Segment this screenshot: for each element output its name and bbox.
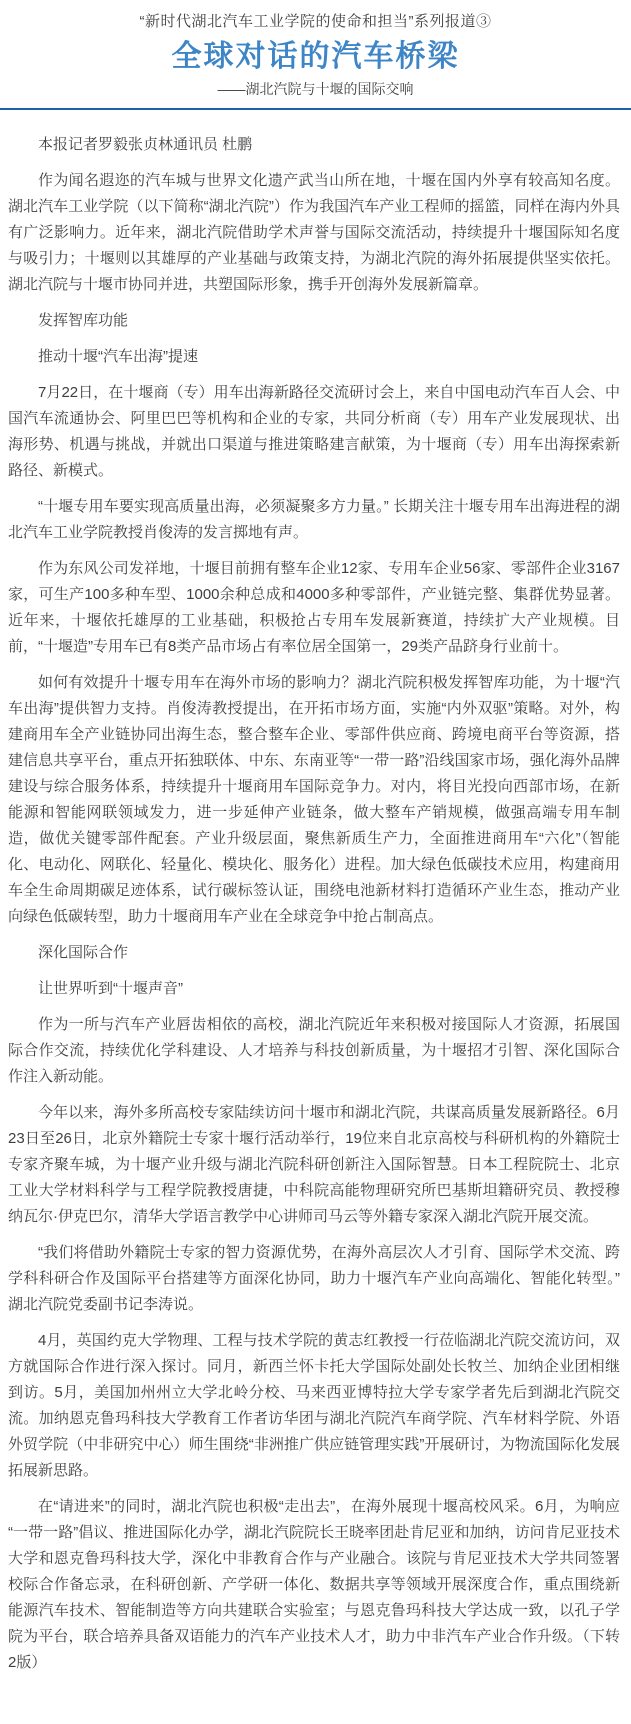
article-paragraph: 作为东风公司发祥地，十堰目前拥有整车企业12家、专用车企业56家、零部件企业3167家，可生产100多种车型、1000余种总成和4000多种零部件，产业链完整、集群优势显著。近年来，十堰依托雄厚的工业基础，积极抢占专用车发展新赛道，持续扩大产业规模。目前，“十堰造”专用车已有8类产品市场占有率位居全国第一，29类产品跻身行业前十。 — [8, 560, 620, 655]
article-paragraph: 7月22日，在十堰商（专）用车出海新路径交流研讨会上，来自中国电动汽车百人会、中国汽车流通协会、阿里巴巴等机构和企业的专家，共同分析商（专）用车产业发展现状、出海形势、机遇与挑战，并就出口渠道与推进策略建言献策，为十堰商（专）用车出海探索新路径、新模式。 — [8, 384, 620, 479]
article-paragraph: “十堰专用车要实现高质量出海，必须凝聚多方力量。” 长期关注十堰专用车出海进程的湖北汽车工业学院教授肖俊涛的发言掷地有声。 — [8, 498, 620, 541]
article-paragraph: “我们将借助外籍院士专家的智力资源优势，在海外高层次人才引育、国际学术交流、跨学科科研合作及国际平台搭建等方面深化协同，助力十堰汽车产业向高端化、智能化转型。” 湖北汽院党委副书记李涛说。 — [8, 1244, 620, 1313]
section-heading: 深化国际合作 — [38, 944, 129, 961]
article-blocks — [8, 168, 620, 1676]
section-heading: 发挥智库功能 — [38, 312, 129, 329]
article-paragraph: 作为一所与汽车产业唇齿相依的高校，湖北汽院近年来积极对接国际人才资源，拓展国际合作交流，持续优化学科建设、人才培养与科技创新质量，为十堰招才引智、深化国际合作注入新动能。 — [8, 1016, 620, 1085]
article-body — [0, 110, 631, 1708]
article-header — [0, 0, 631, 110]
article-paragraph: 4月，英国约克大学物理、工程与技术学院的黄志红教授一行莅临湖北汽院交流访问，双方就国际合作进行深入探讨。同月，新西兰怀卡托大学国际处副处长牧兰、加纳企业团相继到访。5月，美国加州州立大学北岭分校、马来西亚博特拉大学专家学者先后到湖北汽院交流。加纳恩克鲁玛科技大学教育工作者访华团与湖北汽院汽车商学院、汽车材料学院、外语外贸学院（中非研究中心）师生围绕“非洲推广供应链管理实践”开展研讨，为物流国际化发展拓展新思路。 — [8, 1332, 620, 1479]
article-paragraph: 今年以来，海外多所高校专家陆续访问十堰市和湖北汽院，共谋高质量发展新路径。6月23日至26日，北京外籍院士专家十堰行活动举行，19位来自北京高校与科研机构的外籍院士专家齐聚车城，为十堰产业升级与湖北汽院科研创新注入国际智慧。日本工程院院士、北京工业大学材料科学与工程学院教授唐捷，中科院高能物理研究所巴基斯坦籍研究员、教授穆纳瓦尔·伊克巴尔，清华大学语言教学中心讲师司马云等外籍专家深入湖北汽院开展交流。 — [8, 1104, 620, 1225]
section-heading: 推动十堰“汽车出海”提速 — [38, 348, 198, 365]
series-label: “新时代湖北汽车工业学院的使命和担当”系列报道③ — [139, 13, 492, 30]
article-paragraph: 如何有效提升十堰专用车在海外市场的影响力？湖北汽院积极发挥智库功能，为十堰“汽车出海”提供智力支持。肖俊涛教授提出，在开拓市场方面，实施“内外双驱”策略。对外，构建商用车全产业链协同出海生态，整合整车企业、零部件供应商、跨境电商平台等资源，搭建信息共享平台，重点开拓独联体、中东、东南亚等“一带一路”沿线国家市场，强化海外品牌建设与综合服务体系，持续提升十堰商用车国际竞争力。对内，将目光投向西部市场，在新能源和智能网联领域发力，进一步延伸产业链条，做大整车产销规模，做强高端专用车制造，做优关键零部件配套。产业升级层面，聚焦新质生产力，全面推进商用车“六化”（智能化、电动化、网联化、轻量化、模块化、服务化）进程。加大绿色低碳技术应用，构建商用车全生命周期碳足迹体系，试行碳标签认证，围绕电池新材料打造循环产业生态，推动产业向绿色低碳转型，助力十堰商用车产业在全球竞争中抢占制高点。 — [8, 674, 620, 925]
article-paragraph: 作为闻名遐迩的汽车城与世界文化遗产武当山所在地，十堰在国内外享有较高知名度。湖北汽车工业学院（以下简称“湖北汽院”）作为我国汽车产业工程师的摇篮，同样在海内外具有广泛影响力。近年来，湖北汽院借助学术声誉与国际交流活动，持续提升十堰国际知名度与吸引力；十堰则以其雄厚的产业基础与政策支持，为湖北汽院的海外拓展提供坚实依托。湖北汽院与十堰市协同并进，共塑国际形象，携手开创海外发展新篇章。 — [8, 172, 620, 293]
article-title: 全球对话的汽车桥梁 — [171, 40, 460, 73]
section-heading: 让世界听到“十堰声音” — [38, 980, 183, 997]
article-paragraph: 在“请进来”的同时，湖北汽院也积极“走出去”，在海外展现十堰高校风采。6月，为响应“一带一路”倡议、推进国际化办学，湖北汽院院长王晓率团赴肯尼亚和加纳，访问肯尼亚技术大学和恩克鲁玛科技大学，深化中非教育合作与产业融合。该院与肯尼亚技术大学共同签署校际合作备忘录，在科研创新、产学研一体化、数据共享等领域开展深度合作，重点围绕新能源汽车技术、智能制造等方向共建联合实验室；与恩克鲁玛科技大学达成一致，以孔子学院为平台，联合培养具备双语能力的汽车产业技术人才，助力中非汽车产业合作升级。（下转2版） — [8, 1498, 620, 1671]
byline: 本报记者罗毅张贞林通讯员 杜鹏 — [38, 136, 253, 153]
article-subtitle: ——湖北汽院与十堰的国际交响 — [217, 81, 414, 97]
